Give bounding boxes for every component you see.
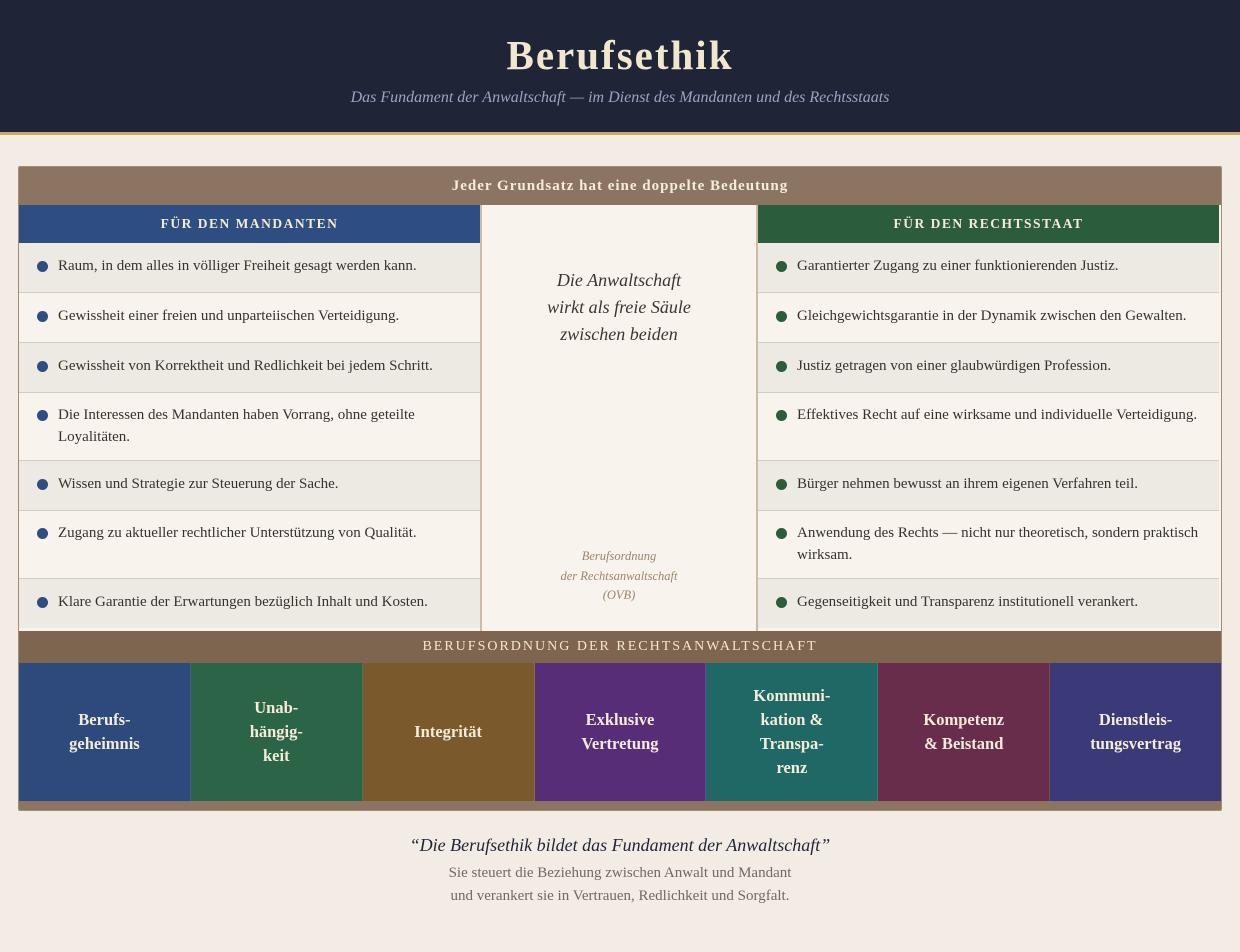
center-statement	[482, 267, 756, 348]
rule-of-law-item-text: Bürger nehmen bewusst an ihrem eigenen Verfahren teil.	[797, 476, 1139, 492]
center-note-line: Berufsordnung	[581, 549, 657, 563]
bullet-dot	[776, 528, 787, 539]
center-note	[482, 547, 756, 606]
pillars-row	[19, 663, 1221, 801]
bullet-dot	[37, 479, 48, 490]
bullet-dot	[37, 261, 48, 272]
pillar-exclusive-representation	[535, 663, 707, 801]
center-statement-line: wirkt als freie Säule	[547, 297, 691, 317]
pillar-professional-secrecy	[19, 663, 191, 801]
pillar-label-line: Dienstleis-	[1098, 710, 1173, 729]
rule-of-law-item-text: Garantierter Zugang zu einer funktionierenden Justiz.	[797, 258, 1119, 274]
rule-of-law-item	[758, 579, 1219, 628]
client-item-text: Raum, in dem alles in völliger Freiheit gesagt werden kann.	[58, 258, 417, 274]
center-statement-line: zwischen beiden	[560, 324, 678, 344]
bullet-dot	[776, 597, 787, 608]
pillar-label-line: hängig-	[249, 722, 303, 741]
closing-quote: “Die Berufsethik bildet das Fundament der Anwaltschaft”	[409, 835, 831, 855]
client-item	[19, 293, 480, 343]
client-item-text: Wissen und Strategie zur Steuerung der Sache.	[58, 476, 339, 492]
closing-quote-subtext	[0, 862, 1240, 908]
pillar-label-line: Integrität	[414, 722, 483, 741]
rule-of-law-item	[758, 511, 1219, 579]
pillar-label-line: & Beistand	[924, 734, 1004, 753]
pillar-label-line: Unab-	[254, 698, 299, 717]
center-statement-line: Die Anwaltschaft	[556, 270, 682, 290]
client-item-text: Die Interessen des Mandanten haben Vorrang, ohne geteilte Loyalitäten.	[58, 407, 415, 445]
rule-of-law-item	[758, 343, 1219, 393]
bullet-dot	[776, 311, 787, 322]
center-note-line: der Rechtsanwaltschaft	[560, 568, 678, 583]
client-item	[19, 579, 480, 628]
board-foot-bar	[19, 801, 1221, 811]
principles-columns	[19, 205, 1221, 631]
pillar-label-line: Berufs-	[78, 710, 131, 729]
pillar-label-line: Transpa-	[759, 734, 824, 753]
page-title: Berufsethik	[506, 32, 734, 78]
rule-of-law-item-text: Gegenseitigkeit und Transparenz institutionell verankert.	[797, 594, 1139, 610]
board-banner: Jeder Grundsatz hat eine doppelte Bedeutung	[19, 167, 1221, 205]
principles-board	[18, 166, 1222, 811]
professional-code-bar: BERUFSORDNUNG DER RECHTSANWALTSCHAFT	[19, 631, 1221, 663]
header-divider	[0, 132, 1240, 135]
pillar-independence	[191, 663, 363, 801]
client-column	[19, 205, 482, 631]
closing-subtext-line: Sie steuert die Beziehung zwischen Anwalt und Mandant	[448, 865, 792, 881]
rule-of-law-item-text: Anwendung des Rechts — nicht nur theoretisch, sondern praktisch wirksam.	[797, 525, 1199, 563]
client-column-heading: FÜR DEN MANDANTEN	[19, 205, 480, 243]
page-header	[0, 0, 1240, 132]
rule-of-law-item	[758, 461, 1219, 511]
pillar-label-line: Exklusive	[585, 710, 655, 729]
pillar-label-line: Kompetenz	[923, 710, 1005, 729]
rule-of-law-item-text: Effektives Recht auf eine wirksame und individuelle Verteidigung.	[797, 407, 1198, 423]
pillar-label-line: kation &	[760, 710, 824, 729]
pillar-service-contract	[1050, 663, 1221, 801]
client-item-text: Gewissheit von Korrektheit und Redlichkeit bei jedem Schritt.	[58, 358, 433, 374]
bullet-dot	[776, 261, 787, 272]
rule-of-law-item	[758, 243, 1219, 293]
rule-of-law-item-text: Justiz getragen von einer glaubwürdigen Profession.	[797, 358, 1112, 374]
center-pillar	[482, 205, 756, 631]
pillar-label-line: renz	[776, 758, 808, 777]
rule-of-law-column-heading: FÜR DEN RECHTSSTAAT	[758, 205, 1219, 243]
pillar-label-line: tungsvertrag	[1090, 734, 1181, 753]
pillar-integrity	[363, 663, 535, 801]
closing-subtext-line: und verankert sie in Vertrauen, Redlichkeit und Sorgfalt.	[450, 888, 790, 904]
rule-of-law-item	[758, 293, 1219, 343]
bullet-dot	[37, 410, 48, 421]
client-item	[19, 343, 480, 393]
bullet-dot	[37, 361, 48, 372]
bullet-dot	[776, 361, 787, 372]
bullet-dot	[37, 597, 48, 608]
rule-of-law-item-text: Gleichgewichtsgarantie in der Dynamik zwischen den Gewalten.	[797, 308, 1187, 324]
client-item	[19, 511, 480, 579]
pillar-label-line: geheimnis	[69, 734, 140, 753]
client-item	[19, 393, 480, 461]
bullet-dot	[37, 311, 48, 322]
client-item-text: Zugang zu aktueller rechtlicher Unterstützung von Qualität.	[58, 525, 417, 541]
bullet-dot	[37, 528, 48, 539]
client-item-text: Klare Garantie der Erwartungen bezüglich Inhalt und Kosten.	[58, 594, 428, 610]
page-subtitle: Das Fundament der Anwaltschaft — im Dienst des Mandanten und des Rechtsstaats	[350, 89, 890, 106]
client-item-text: Gewissheit einer freien und unparteiischen Verteidigung.	[58, 308, 400, 324]
pillar-label-line: Kommuni-	[753, 686, 831, 705]
client-item	[19, 461, 480, 511]
rule-of-law-item	[758, 393, 1219, 461]
pillar-communication-transparency	[706, 663, 878, 801]
pillar-label-line: keit	[262, 746, 290, 765]
client-item	[19, 243, 480, 293]
center-note-line: (OVB)	[602, 588, 636, 602]
pillar-competence-support	[878, 663, 1050, 801]
pillar-label-line: Vertretung	[581, 734, 659, 753]
rule-of-law-column	[756, 205, 1219, 631]
bullet-dot	[776, 410, 787, 421]
bullet-dot	[776, 479, 787, 490]
